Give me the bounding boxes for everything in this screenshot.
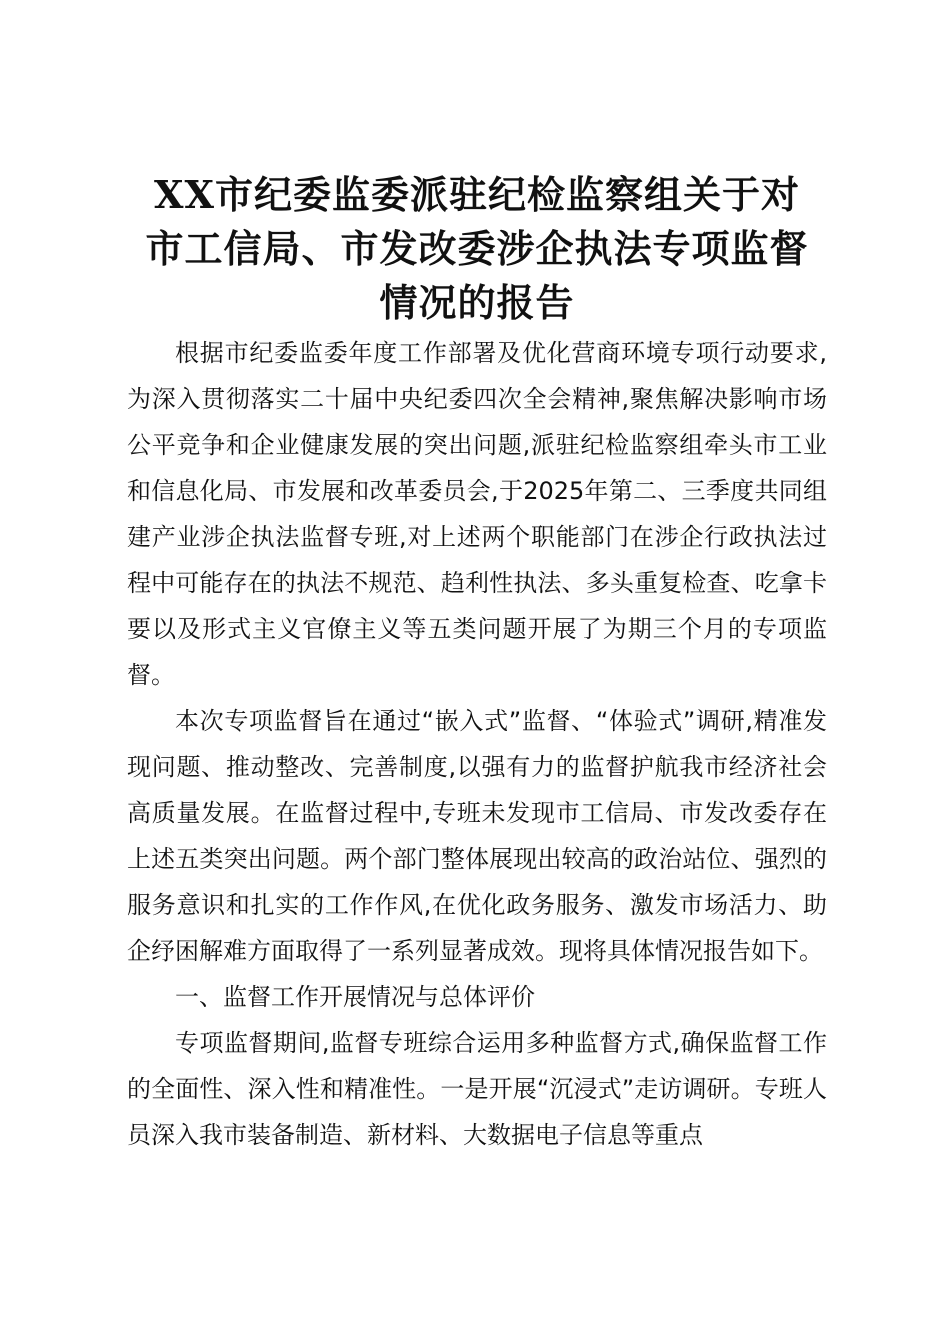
section-heading: 一、监督工作开展情况与总体评价 bbox=[175, 983, 535, 1011]
intro-paragraph: 根据市纪委监委年度工作部署及优化营商环境专项行动要求,为深入贯彻落实二十届中央纪委四次全会精神,聚焦解决影响市场公平竞争和企业健康发展的突出问题,派驻纪检监察组牵头市工业和信息化局、市发展和改革委员会,于2025年第二、三季度共同组建产业涉企执法监督专班,对上述两个职能部门在涉企行政执法过程中可能存在的执法不规范、趋利性执法、多头重复检查、吃拿卡要以及形式主义官僚主义等五类问题开展了为期三个月的专项监督。 bbox=[127, 339, 827, 689]
title-line-3: 情况的报告 bbox=[379, 280, 575, 325]
section-paragraph: 专项监督期间,监督专班综合运用多种监督方式,确保监督工作的全面性、深入性和精准性。一是开展“沉浸式”走访调研。专班人员深入我市装备制造、新材料、大数据电子信息等重点 bbox=[127, 1029, 827, 1149]
title-line-1: XX市纪委监委派驻纪检监察组关于对 bbox=[154, 172, 800, 217]
document-title bbox=[127, 168, 827, 330]
summary-paragraph: 本次专项监督旨在通过“嵌入式”监督、“体验式”调研,精准发现问题、推动整改、完善制度,以强有力的监督护航我市经济社会高质量发展。在监督过程中,专班未发现市工信局、市发改委存在上述五类突出问题。两个部门整体展现出较高的政治站位、强烈的服务意识和扎实的工作作风,在优化政务服务、激发市场活力、助企纾困解难方面取得了一系列显著成效。现将具体情况报告如下。 bbox=[127, 707, 827, 965]
document-content bbox=[127, 168, 827, 1158]
title-line-2: 市工信局、市发改委涉企执法专项监督 bbox=[145, 226, 809, 271]
